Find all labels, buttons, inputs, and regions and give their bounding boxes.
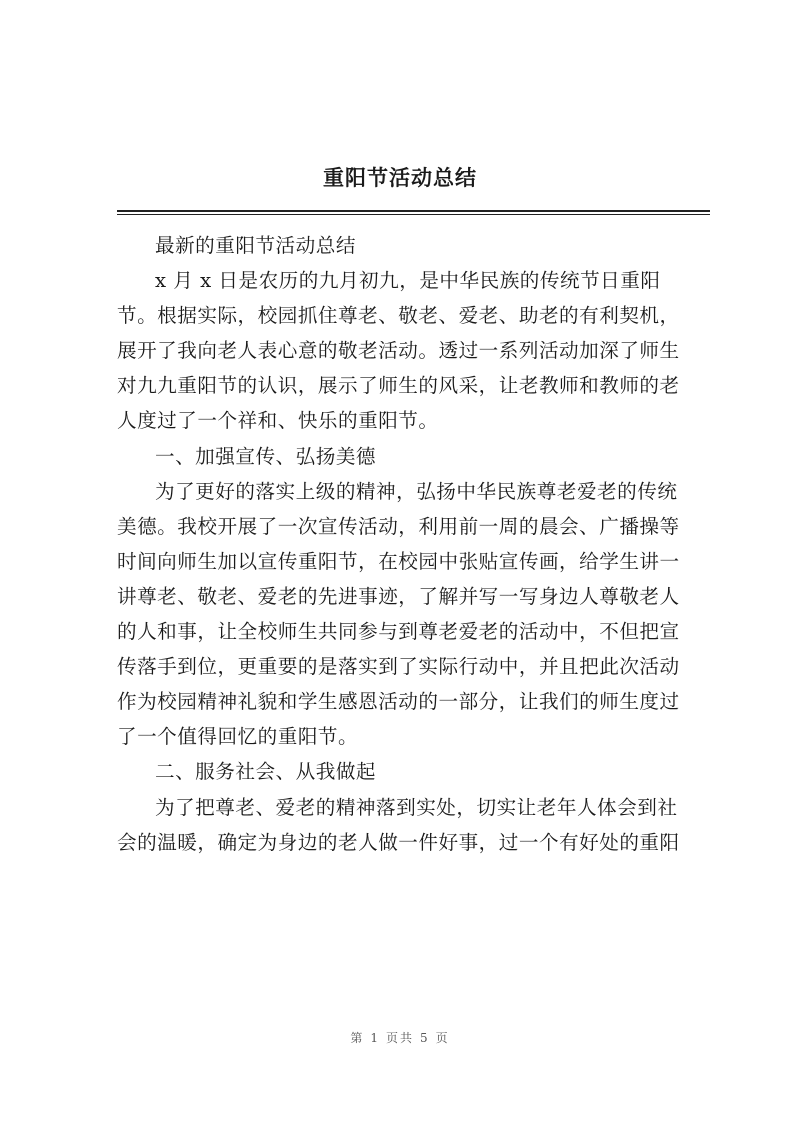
footer-suffix: 页 [435, 1031, 450, 1045]
body-line: 节。根据实际，校园抓住尊老、敬老、爱老、助老的有利契机， [117, 304, 680, 328]
body-line: 人度过了一个祥和、快乐的重阳节。 [117, 409, 439, 433]
document-body [117, 228, 710, 860]
body-line: x 月 x 日是农历的九月初九，是中华民族的传统节日重阳 [155, 269, 661, 293]
body-line: 作为校园精神礼貌和学生感恩活动的一部分，让我们的师生度过 [117, 690, 680, 714]
page-footer [0, 1029, 800, 1047]
body-line: 传落手到位，更重要的是落实到了实际行动中，并且把此次活动 [117, 655, 680, 679]
document-title: 重阳节活动总结 [323, 166, 477, 190]
body-line: 的人和事，让全校师生共同参与到尊老爱老的活动中，不但把宣 [117, 620, 680, 644]
body-line: 最新的重阳节活动总结 [155, 234, 356, 257]
footer-page-number: 1 [370, 1031, 380, 1045]
footer-prefix: 第 [350, 1031, 365, 1045]
body-line: 一、加强宣传、弘扬美德 [155, 444, 377, 468]
body-line: 二、服务社会、从我做起 [155, 760, 377, 784]
body-line: 会的温暖，确定为身边的老人做一件好事，过一个有好处的重阳 [117, 830, 680, 854]
title-rule-thick [117, 210, 710, 212]
body-line: 对九九重阳节的认识，展示了师生的风采，让老教师和教师的老 [117, 374, 680, 398]
body-line: 为了更好的落实上级的精神，弘扬中华民族尊老爱老的传统 [155, 479, 678, 503]
body-line: 为了把尊老、爱老的精神落到实处，切实让老年人体会到社 [155, 795, 678, 819]
footer-total-pages: 5 [420, 1031, 430, 1045]
body-line: 美德。我校开展了一次宣传活动，利用前一周的晨会、广播操等 [117, 514, 680, 538]
footer-middle: 页共 [385, 1031, 414, 1045]
body-line: 了一个值得回忆的重阳节。 [117, 725, 359, 749]
title-rule-thin [117, 214, 710, 215]
body-line: 讲尊老、敬老、爱老的先进事迹，了解并写一写身边人尊敬老人 [117, 584, 680, 608]
body-line: 时间向师生加以宣传重阳节，在校园中张贴宣传画，给学生讲一 [117, 549, 680, 573]
body-line: 展开了我向老人表心意的敬老活动。透过一系列活动加深了师生 [117, 339, 680, 363]
